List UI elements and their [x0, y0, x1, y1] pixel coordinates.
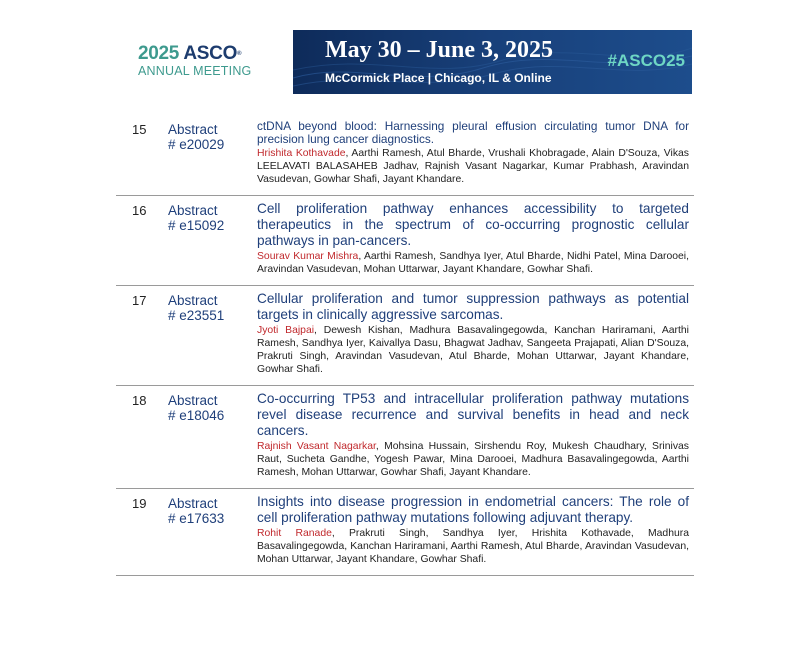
abstract-table [116, 115, 694, 576]
abstract-reference [168, 122, 256, 152]
co-authors: , Aarthi Ramesh, Sandhya Iyer, Atul Bharde, Nidhi Patel, Mina Darooei, Aravindan Vasudevan, Mohan Uttarwar, Jayant Khandare, Gowhar Shafi. [257, 251, 689, 275]
abstract-reference [168, 496, 256, 526]
co-authors: , Prakruti Singh, Sandhya Iyer, Hrishita Kothavade, Madhura Basavalingegowda, Kanchan Hariramani, Aarthi Ramesh, Atul Bharde, Aravindan Vasudevan, Mohan Uttarwar, Jayant Khandare, Gowhar Shafi. [257, 528, 689, 565]
abstract-reference [168, 203, 256, 233]
abstract-id: # e20029 [168, 137, 225, 152]
abstract-content [257, 115, 689, 195]
abstract-title: ctDNA beyond blood: Harnessing pleural effusion circulating tumor DNA for precision lung cancer diagnostics. [257, 119, 689, 146]
table-row [116, 286, 694, 386]
abstract-title: Co-occurring TP53 and intracellular proliferation pathway mutations revel disease recurrence and survival benefits in head and neck cancers. [257, 391, 689, 438]
abstract-title: Cell proliferation pathway enhances accessibility to targeted therapeutics in the spectrum of co-occurring prognostic cellular pathways in pan-cancers. [257, 201, 689, 248]
abstract-id: # e15092 [168, 218, 225, 233]
logo-name: ASCO [183, 43, 238, 64]
logo-wordmark [138, 44, 288, 64]
first-author: Sourav Kumar Mishra [257, 251, 359, 262]
abstract-content [257, 489, 689, 575]
co-authors: , Aarthi Ramesh, Atul Bharde, Vrushali Khobragade, Alain D'Souza, Vikas LEELAVATI BALASAHEB Jadhav, Rajnish Vasant Nagarkar, Kumar Prabhash, Aravindan Vasudevan, Gowhar Shafi, Jayant Khandare. [257, 148, 689, 185]
author-list [257, 147, 689, 186]
abstract-content [257, 286, 689, 385]
co-authors: , Dewesh Kishan, Madhura Basavalingegowda, Kanchan Hariramani, Aarthi Ramesh, Sandhya Iyer, Kaivallya Dasu, Bhagwat Jadhav, Sangeeta Prajapati, Alian D'Souza, Prakruti Singh, Aravindan Vasudevan, Atul Bharde, Mohan Uttarwar, Jayant Khandare, Gowhar Shafi. [257, 325, 689, 375]
table-row [116, 386, 694, 489]
logo-year: 2025 [138, 43, 180, 64]
first-author: Hrishita Kothavade [257, 148, 346, 159]
first-author: Rohit Ranade [257, 528, 332, 539]
table-row [116, 196, 694, 286]
author-list [257, 440, 689, 479]
author-list [257, 527, 689, 566]
co-authors: , Mohsina Hussain, Sirshendu Roy, Mukesh Chaudhary, Srinivas Raut, Sucheta Gandhe, Yogesh Pawar, Mina Darooei, Madhura Basavalingegowda, Aarthi Ramesh, Mohan Uttarwar, Gowhar Shafi, Jayant Khandare. [257, 441, 689, 478]
logo-subtitle: ANNUAL MEETING [138, 64, 252, 78]
row-number: 19 [132, 496, 147, 511]
table-row [116, 115, 694, 196]
abstract-id: # e23551 [168, 308, 225, 323]
row-number: 16 [132, 203, 147, 218]
meeting-dates: May 30 – June 3, 2025 [325, 37, 553, 63]
abstract-title: Insights into disease progression in endometrial cancers: The role of cell proliferation pathway mutations following adjuvant therapy. [257, 494, 689, 525]
abstract-content [257, 386, 689, 488]
table-row [116, 489, 694, 576]
author-list [257, 250, 689, 276]
abstract-label: Abstract [168, 293, 218, 308]
page-header [0, 0, 800, 100]
meeting-hashtag: #ASCO25 [607, 51, 685, 70]
author-list [257, 324, 689, 376]
abstract-id: # e18046 [168, 408, 225, 423]
abstract-label: Abstract [168, 203, 218, 218]
row-number: 18 [132, 393, 147, 408]
row-number: 17 [132, 293, 147, 308]
abstract-label: Abstract [168, 393, 218, 408]
meeting-banner [293, 30, 692, 94]
abstract-title: Cellular proliferation and tumor suppression pathways as potential targets in clinically aggressive sarcomas. [257, 291, 689, 322]
abstract-content [257, 196, 689, 285]
abstract-label: Abstract [168, 496, 218, 511]
abstract-id: # e17633 [168, 511, 225, 526]
logo-trademark: ® [237, 51, 242, 57]
abstract-reference [168, 293, 256, 323]
first-author: Jyoti Bajpai [257, 325, 315, 336]
first-author: Rajnish Vasant Nagarkar [257, 441, 376, 452]
asco-annual-meeting-logo [138, 44, 288, 79]
row-number: 15 [132, 122, 147, 137]
meeting-venue: McCormick Place | Chicago, IL & Online [325, 71, 552, 85]
abstract-label: Abstract [168, 122, 218, 137]
abstract-reference [168, 393, 256, 423]
